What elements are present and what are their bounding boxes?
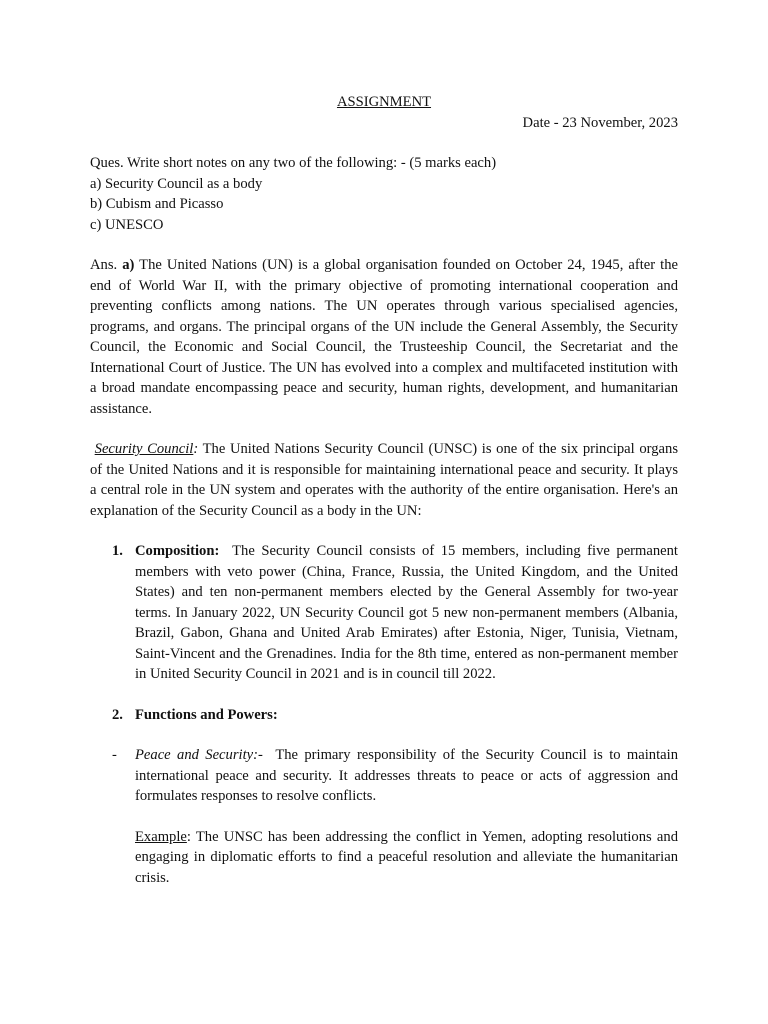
example-paragraph (135, 827, 678, 889)
question-block (90, 153, 678, 235)
document-date: Date - 23 November, 2023 (522, 114, 678, 131)
list-item-functions (90, 705, 678, 726)
dash-bullet: - (112, 747, 117, 763)
document-page (90, 92, 678, 888)
example-colon: : (186, 828, 191, 845)
question-option-a: a) Security Council as a body (90, 175, 263, 192)
question-option-b: b) Cubism and Picasso (90, 196, 224, 212)
security-council-paragraph (90, 439, 678, 521)
answer-label: a) (122, 257, 135, 273)
question-option-c: c) UNESCO (90, 216, 164, 233)
list-item-text: The Security Council consists of 15 members, including five permanent members with veto power (China, France, Russia, the United Kingdom, and the United States) and ten non-permanent members elected by the General Assembly for two-year terms. In January 2022, UN Security Council got 5 new non-permanent members (Albania, Brazil, Gabon, Ghana and United Arab Emirates) after Estonia, Niger, Tunisia, Vietnam, Saint-Vincent and the Grenadines. India for the 8th time, entered as non-permanent member in United Security Council in 2021 and is in council till 2022. (135, 543, 678, 682)
peace-security-text: The primary responsibility of the Security Council is to maintain international peace and security. It addresses threats to peace or acts of aggression and formulates responses to resolve conflicts. (135, 747, 678, 804)
document-title: ASSIGNMENT (336, 94, 432, 110)
list-item-peace-security (90, 745, 678, 807)
peace-security-heading: Peace and Security:- (135, 747, 263, 763)
list-item-heading: Functions and Powers: (135, 706, 278, 723)
security-council-text: The United Nations Security Council (UNSC) is one of the six principal organs of the United Nations and it is responsible for maintaining international peace and security. It plays a central role in the UN system and operates with the authority of the entire organisation. Here's an explanation of the Security Council as a body in the UN: (90, 441, 678, 519)
example-label: Example (135, 828, 187, 845)
list-item-composition (90, 541, 678, 685)
list-item-heading: Composition: (135, 543, 220, 559)
list-number: 2. (112, 706, 123, 723)
answer-paragraph (90, 255, 678, 419)
answer-prefix: Ans. (90, 257, 118, 273)
list-number: 1. (112, 543, 123, 559)
security-council-heading: Security Council (94, 441, 194, 457)
answer-text: The United Nations (UN) is a global organisation founded on October 24, 1945, after the end of World War II, with the primary objective of promoting international cooperation and preventing conflicts among nations. The UN operates through various specialised agencies, programs, and organs. The principal organs of the UN include the General Assembly, the Security Council, the Economic and Social Council, the Trusteeship Council, the Secretariat and the International Court of Justice. The UN has evolved into a complex and multifaceted institution with a broad mandate encompassing peace and security, human rights, development, and humanitarian assistance. (90, 257, 678, 417)
question-prompt: Ques. Write short notes on any two of the following: - (5 marks each) (90, 155, 497, 171)
example-text: The UNSC has been addressing the conflict in Yemen, adopting resolutions and engaging in diplomatic efforts to find a peaceful resolution and alleviate the humanitarian crisis. (135, 828, 678, 886)
numbered-list (90, 541, 678, 807)
security-council-colon: : (193, 441, 199, 457)
